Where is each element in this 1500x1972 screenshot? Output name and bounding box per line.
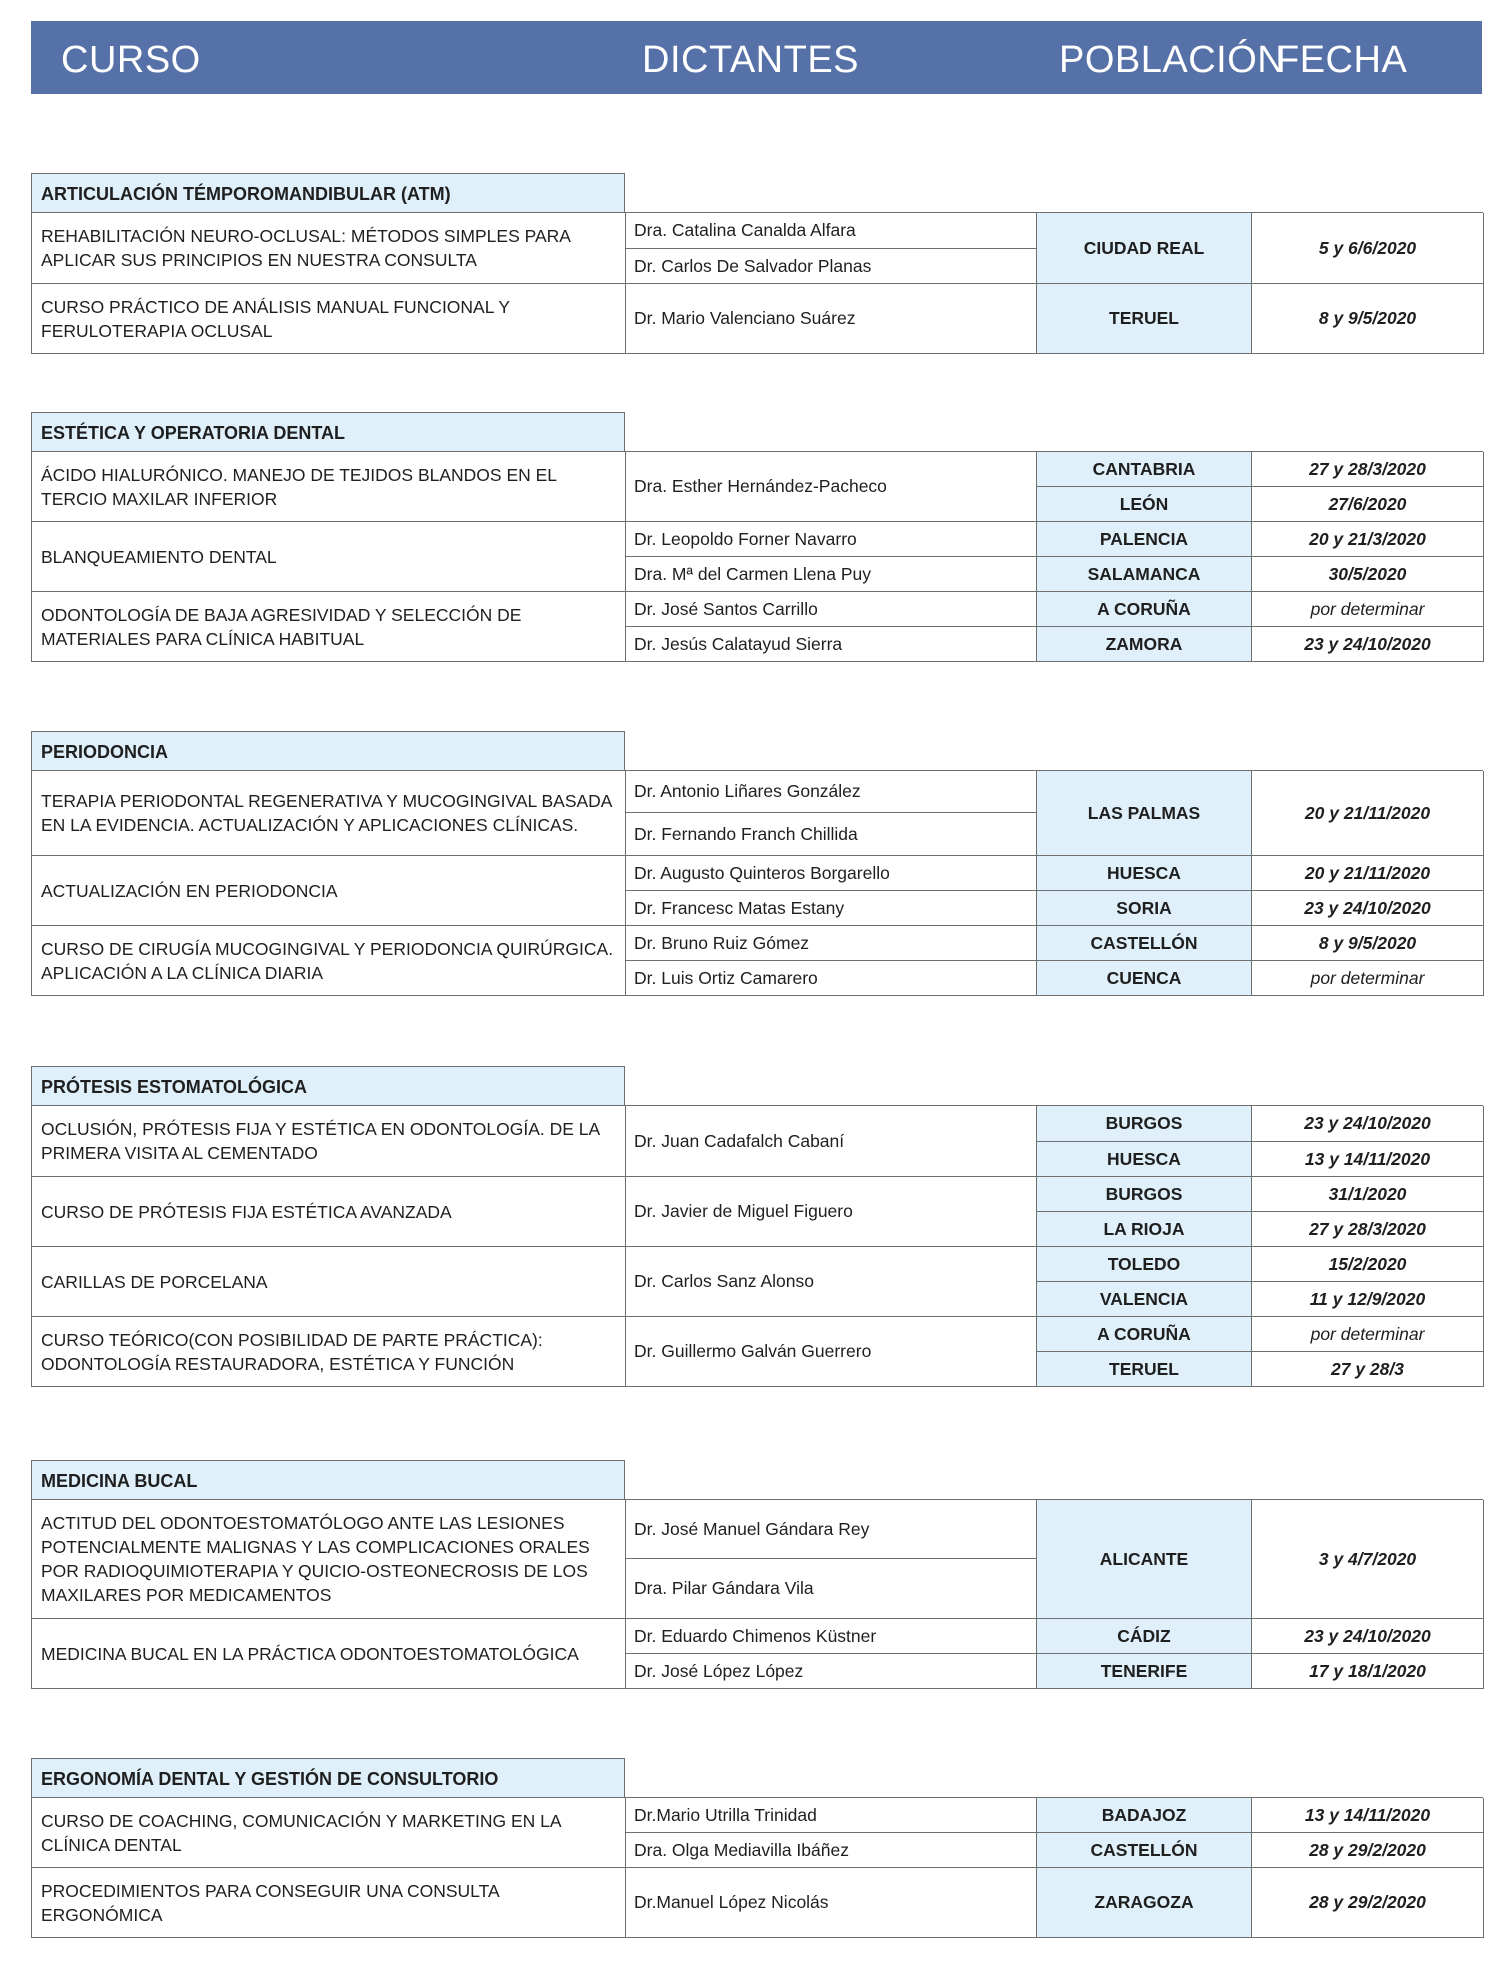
- session-place: CÁDIZ: [1037, 1619, 1252, 1654]
- lecturer-name: Dr. Luis Ortiz Camarero: [626, 961, 1037, 996]
- lecturer-name: Dr.Manuel López Nicolás: [626, 1868, 1037, 1938]
- session-place: SALAMANCA: [1037, 557, 1252, 592]
- section-table: [31, 1797, 1483, 1938]
- section-table: [31, 212, 1483, 354]
- session-place: A CORUÑA: [1037, 592, 1252, 627]
- session-date: 27/6/2020: [1252, 487, 1484, 522]
- session-date: 17 y 18/1/2020: [1252, 1654, 1484, 1689]
- section-table: [31, 1499, 1483, 1689]
- session-date: 8 y 9/5/2020: [1252, 284, 1484, 354]
- course-title: ÁCIDO HIALURÓNICO. MANEJO DE TEJIDOS BLANDOS EN EL TERCIO MAXILAR INFERIOR: [32, 452, 626, 522]
- lecturer-name: Dr. Bruno Ruiz Gómez: [626, 926, 1037, 961]
- lecturer-name: Dr. Mario Valenciano Suárez: [626, 284, 1037, 354]
- session-date: 28 y 29/2/2020: [1252, 1833, 1484, 1868]
- session-date: 28 y 29/2/2020: [1252, 1868, 1484, 1938]
- header-fecha: FECHA: [1276, 39, 1408, 81]
- session-date: por determinar: [1252, 1317, 1484, 1352]
- lecturer-name: Dr. Javier de Miguel Figuero: [626, 1177, 1037, 1247]
- session-date: 20 y 21/3/2020: [1252, 522, 1484, 557]
- session-place: BURGOS: [1037, 1177, 1252, 1212]
- course-title: CURSO DE COACHING, COMUNICACIÓN Y MARKETING EN LA CLÍNICA DENTAL: [32, 1798, 626, 1868]
- lecturer-name: Dr. José Manuel Gándara Rey: [626, 1500, 1037, 1559]
- course-title: CURSO TEÓRICO(CON POSIBILIDAD DE PARTE PRÁCTICA): ODONTOLOGÍA RESTAURADORA, ESTÉTICA Y FUNCIÓN: [32, 1317, 626, 1387]
- section-title: ARTICULACIÓN TÉMPOROMANDIBULAR (ATM): [31, 173, 625, 213]
- course-title: CURSO DE PRÓTESIS FIJA ESTÉTICA AVANZADA: [32, 1177, 626, 1247]
- session-date: 23 y 24/10/2020: [1252, 1106, 1484, 1142]
- session-date: 11 y 12/9/2020: [1252, 1282, 1484, 1317]
- session-date: 27 y 28/3/2020: [1252, 452, 1484, 487]
- session-date: por determinar: [1252, 592, 1484, 627]
- session-date: 27 y 28/3/2020: [1252, 1212, 1484, 1247]
- course-title: CURSO PRÁCTICO DE ANÁLISIS MANUAL FUNCIONAL Y FERULOTERAPIA OCLUSAL: [32, 284, 626, 354]
- session-date: 30/5/2020: [1252, 557, 1484, 592]
- header-curso: CURSO: [61, 39, 201, 81]
- session-date: 15/2/2020: [1252, 1247, 1484, 1282]
- course-title: PROCEDIMIENTOS PARA CONSEGUIR UNA CONSULTA ERGONÓMICA: [32, 1868, 626, 1938]
- session-date: 27 y 28/3: [1252, 1352, 1484, 1387]
- session-place: CANTABRIA: [1037, 452, 1252, 487]
- session-date: 23 y 24/10/2020: [1252, 1619, 1484, 1654]
- session-date: 20 y 21/11/2020: [1252, 771, 1484, 856]
- course-title: TERAPIA PERIODONTAL REGENERATIVA Y MUCOGINGIVAL BASADA EN LA EVIDENCIA. ACTUALIZACIÓN Y APLICACIONES CLÍNICAS.: [32, 771, 626, 856]
- session-date: 8 y 9/5/2020: [1252, 926, 1484, 961]
- session-date: 23 y 24/10/2020: [1252, 891, 1484, 926]
- lecturer-name: Dr. Leopoldo Forner Navarro: [626, 522, 1037, 557]
- session-place: LAS PALMAS: [1037, 771, 1252, 856]
- lecturer-name: Dr. Eduardo Chimenos Küstner: [626, 1619, 1037, 1654]
- session-place: TOLEDO: [1037, 1247, 1252, 1282]
- header-dictantes: DICTANTES: [642, 39, 860, 81]
- section-table: [31, 770, 1483, 996]
- session-date: 13 y 14/11/2020: [1252, 1798, 1484, 1833]
- session-place: BURGOS: [1037, 1106, 1252, 1142]
- lecturer-name: Dr. Carlos Sanz Alonso: [626, 1247, 1037, 1317]
- session-place: ZAMORA: [1037, 627, 1252, 662]
- lecturer-name: Dra. Catalina Canalda Alfara: [626, 213, 1037, 249]
- section-title: ESTÉTICA Y OPERATORIA DENTAL: [31, 412, 625, 452]
- section-title: MEDICINA BUCAL: [31, 1460, 625, 1500]
- session-place: HUESCA: [1037, 856, 1252, 891]
- section-title: ERGONOMÍA DENTAL Y GESTIÓN DE CONSULTORIO: [31, 1758, 625, 1798]
- course-title: ACTUALIZACIÓN EN PERIODONCIA: [32, 856, 626, 926]
- lecturer-name: Dr. José Santos Carrillo: [626, 592, 1037, 627]
- lecturer-name: Dr. Juan Cadafalch Cabaní: [626, 1106, 1037, 1177]
- session-place: A CORUÑA: [1037, 1317, 1252, 1352]
- session-place: TERUEL: [1037, 284, 1252, 354]
- lecturer-name: Dr. Carlos De Salvador Planas: [626, 249, 1037, 284]
- session-date: 5 y 6/6/2020: [1252, 213, 1484, 284]
- session-date: 13 y 14/11/2020: [1252, 1142, 1484, 1177]
- section-title: PERIODONCIA: [31, 731, 625, 771]
- lecturer-name: Dra. Mª del Carmen Llena Puy: [626, 557, 1037, 592]
- course-title: MEDICINA BUCAL EN LA PRÁCTICA ODONTOESTOMATOLÓGICA: [32, 1619, 626, 1689]
- session-date: 3 y 4/7/2020: [1252, 1500, 1484, 1619]
- course-title: REHABILITACIÓN NEURO-OCLUSAL: MÉTODOS SIMPLES PARA APLICAR SUS PRINCIPIOS EN NUESTRA CONSULTA: [32, 213, 626, 284]
- session-place: ALICANTE: [1037, 1500, 1252, 1619]
- lecturer-name: Dr. José López López: [626, 1654, 1037, 1689]
- session-place: LEÓN: [1037, 487, 1252, 522]
- session-place: TERUEL: [1037, 1352, 1252, 1387]
- lecturer-name: Dr. Jesús Calatayud Sierra: [626, 627, 1037, 662]
- session-place: ZARAGOZA: [1037, 1868, 1252, 1938]
- session-place: PALENCIA: [1037, 522, 1252, 557]
- lecturer-name: Dra. Olga Mediavilla Ibáñez: [626, 1833, 1037, 1868]
- lecturer-name: Dr. Francesc Matas Estany: [626, 891, 1037, 926]
- session-date: 31/1/2020: [1252, 1177, 1484, 1212]
- session-date: por determinar: [1252, 961, 1484, 996]
- course-title: CURSO DE CIRUGÍA MUCOGINGIVAL Y PERIODONCIA QUIRÚRGICA. APLICACIÓN A LA CLÍNICA DIARIA: [32, 926, 626, 996]
- section-table: [31, 1105, 1483, 1387]
- session-place: SORIA: [1037, 891, 1252, 926]
- session-place: HUESCA: [1037, 1142, 1252, 1177]
- session-place: LA RIOJA: [1037, 1212, 1252, 1247]
- lecturer-name: Dr.Mario Utrilla Trinidad: [626, 1798, 1037, 1833]
- course-title: OCLUSIÓN, PRÓTESIS FIJA Y ESTÉTICA EN ODONTOLOGÍA. DE LA PRIMERA VISITA AL CEMENTADO: [32, 1106, 626, 1177]
- section-title: PRÓTESIS ESTOMATOLÓGICA: [31, 1066, 625, 1106]
- session-date: 20 y 21/11/2020: [1252, 856, 1484, 891]
- lecturer-name: Dr. Augusto Quinteros Borgarello: [626, 856, 1037, 891]
- session-place: TENERIFE: [1037, 1654, 1252, 1689]
- section-table: [31, 451, 1483, 662]
- course-title: ODONTOLOGÍA DE BAJA AGRESIVIDAD Y SELECCIÓN DE MATERIALES PARA CLÍNICA HABITUAL: [32, 592, 626, 662]
- course-title: BLANQUEAMIENTO DENTAL: [32, 522, 626, 592]
- lecturer-name: Dr. Guillermo Galván Guerrero: [626, 1317, 1037, 1387]
- session-place: CIUDAD REAL: [1037, 213, 1252, 284]
- lecturer-name: Dr. Fernando Franch Chillida: [626, 813, 1037, 856]
- session-date: 23 y 24/10/2020: [1252, 627, 1484, 662]
- session-place: CASTELLÓN: [1037, 1833, 1252, 1868]
- lecturer-name: Dra. Esther Hernández-Pacheco: [626, 452, 1037, 522]
- course-title: CARILLAS DE PORCELANA: [32, 1247, 626, 1317]
- header-poblacion: POBLACIÓN: [1059, 39, 1286, 81]
- session-place: VALENCIA: [1037, 1282, 1252, 1317]
- session-place: BADAJOZ: [1037, 1798, 1252, 1833]
- session-place: CUENCA: [1037, 961, 1252, 996]
- course-title: ACTITUD DEL ODONTOESTOMATÓLOGO ANTE LAS LESIONES POTENCIALMENTE MALIGNAS Y LAS COMPLICACIONES ORALES POR RADIOQUIMIOTERAPIA Y QUICIO-OSTEONECROSIS DE LOS MAXILARES POR MEDICAMENTOS: [32, 1500, 626, 1619]
- session-place: CASTELLÓN: [1037, 926, 1252, 961]
- lecturer-name: Dra. Pilar Gándara Vila: [626, 1559, 1037, 1619]
- lecturer-name: Dr. Antonio Liñares González: [626, 771, 1037, 813]
